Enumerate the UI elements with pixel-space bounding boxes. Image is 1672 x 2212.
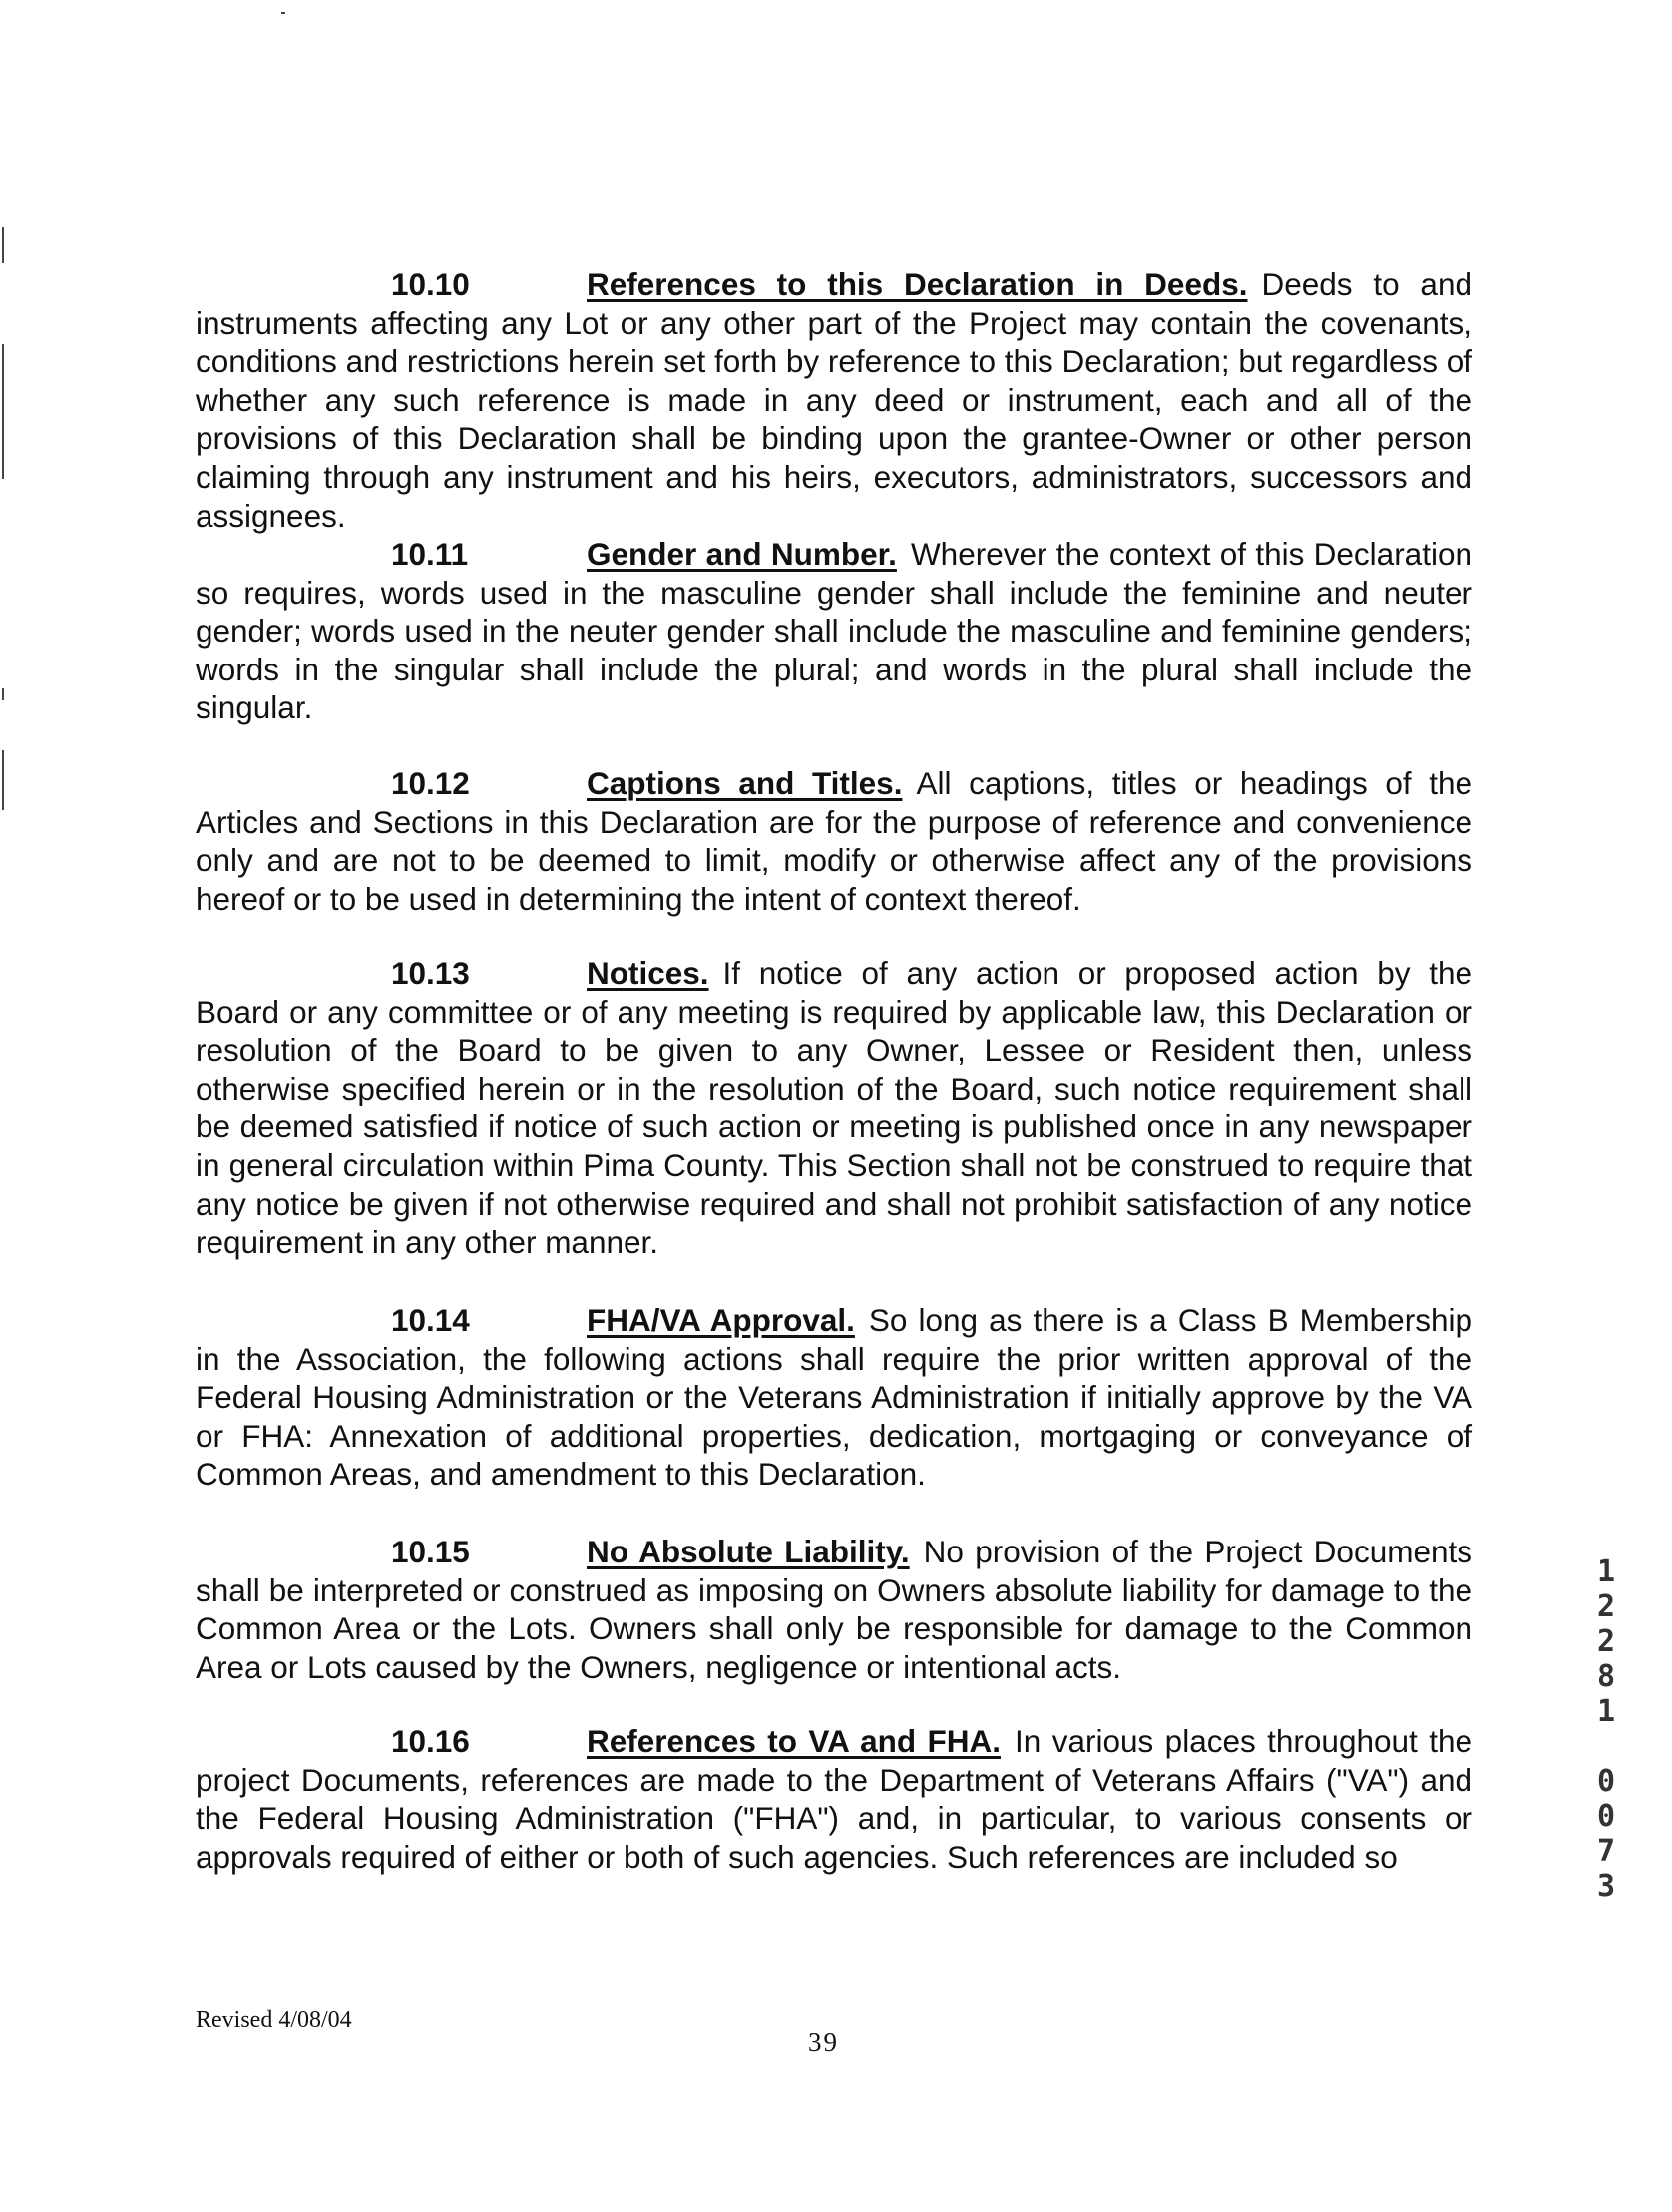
section-10-15: [196, 1533, 1472, 1686]
stamp-digit: 7: [1596, 1834, 1616, 1869]
section-10-13: [196, 954, 1472, 1262]
section-body: In various places throughout the project Documents, references are made to the Department of Veterans Affairs ("VA") and the Federal Housing Administration ("FHA") and, in particular, to various consents or approvals required of either or both of such agencies. Such references are included so: [196, 1723, 1472, 1875]
section-10-12: [196, 764, 1472, 918]
section-heading: References to this Declaration in Deeds.: [587, 266, 1248, 302]
section-body: So long as there is a Class B Membership in the Association, the following actions shall require the prior written approval of the Federal Housing Administration or the Veterans Administration if initially approve by the VA or FHA: Annexation of additional properties, dedication, mortgaging or conveyance of Common Areas, and amendment to this Declaration.: [196, 1302, 1472, 1493]
recording-stamp-bottom: [1588, 1764, 1624, 1904]
section-heading: References to VA and FHA.: [587, 1723, 1002, 1759]
scan-margin-mark: [2, 688, 4, 700]
section-body: No provision of the Project Documents shall be interpreted or construed as imposing on Owners absolute liability for damage to the Common Area or the Lots. Owners shall only be responsible for damage to the Common Area or Lots caused by the Owners, negligence or intentional acts.: [196, 1534, 1473, 1685]
stamp-digit: 1: [1596, 1694, 1616, 1729]
stamp-digit: 0: [1596, 1799, 1616, 1834]
stamp-digit: 2: [1596, 1624, 1616, 1659]
recording-stamp-top: [1588, 1554, 1624, 1729]
section-body: All captions, titles or headings of the Articles and Sections in this Declaration are for the purpose of reference and convenience only and are not to be deemed to limit, modify or otherwise affect any of the provisions hereof or to be used in determining the intent of context thereof.: [196, 765, 1472, 917]
section-heading: Gender and Number.: [587, 536, 897, 572]
section-heading: FHA/VA Approval.: [587, 1302, 855, 1338]
section-body: Wherever the context of this Declaration so requires, words used in the masculine gender shall include the feminine and neuter gender; words used in the neuter gender shall include the masculine and feminine genders; words in the singular shall include the plural; and words in the plural shall include the singular.: [196, 536, 1472, 726]
scan-margin-mark: [281, 12, 285, 14]
section-number: 10.14: [391, 1302, 470, 1338]
scan-margin-mark: [2, 227, 4, 263]
page-number: 39: [808, 2027, 839, 2057]
section-heading: Captions and Titles.: [587, 765, 903, 801]
section-10-14: [196, 1301, 1472, 1494]
section-heading: Notices.: [587, 955, 709, 991]
scan-margin-mark: [2, 344, 4, 479]
section-body: Deeds to and instruments affecting any Lot or any other part of the Project may contain the covenants, conditions and restrictions herein set forth by reference to this Declaration; but regardless of whether any such reference is made in any deed or instrument, each and all of the provisions of this Declaration shall be binding upon the grantee-Owner or other person claiming through any instrument and his heirs, executors, administrators, successors and assignees.: [196, 266, 1472, 534]
scan-margin-mark: [2, 750, 4, 810]
stamp-digit: 3: [1596, 1869, 1616, 1904]
section-number: 10.11: [391, 536, 469, 572]
section-number: 10.10: [391, 266, 470, 302]
section-number: 10.16: [391, 1723, 470, 1759]
section-10-16: [196, 1722, 1472, 1876]
section-10-10: [196, 265, 1472, 535]
section-10-11: [196, 535, 1472, 727]
section-number: 10.13: [391, 955, 470, 991]
stamp-digit: 8: [1596, 1659, 1616, 1694]
section-body: If notice of any action or proposed action by the Board or any committee or of any meeting is required by applicable law, this Declaration or resolution of the Board to be given to any Owner, Lessee or Resident then, unless otherwise specified herein or in the resolution of the Board, such notice requirement shall be deemed satisfied if notice of such action or meeting is published once in any newspaper in general circulation within Pima County. This Section shall not be construed to require that any notice be given if not otherwise required and shall not prohibit satisfaction of any notice requirement in any other manner.: [196, 955, 1472, 1261]
stamp-digit: 1: [1596, 1554, 1616, 1589]
stamp-digit: 0: [1596, 1764, 1616, 1799]
stamp-digit: 2: [1596, 1589, 1616, 1624]
section-heading: No Absolute Liability.: [587, 1534, 910, 1569]
section-number: 10.15: [391, 1534, 470, 1569]
revision-date: Revised 4/08/04: [196, 2007, 352, 2033]
section-number: 10.12: [391, 765, 470, 801]
